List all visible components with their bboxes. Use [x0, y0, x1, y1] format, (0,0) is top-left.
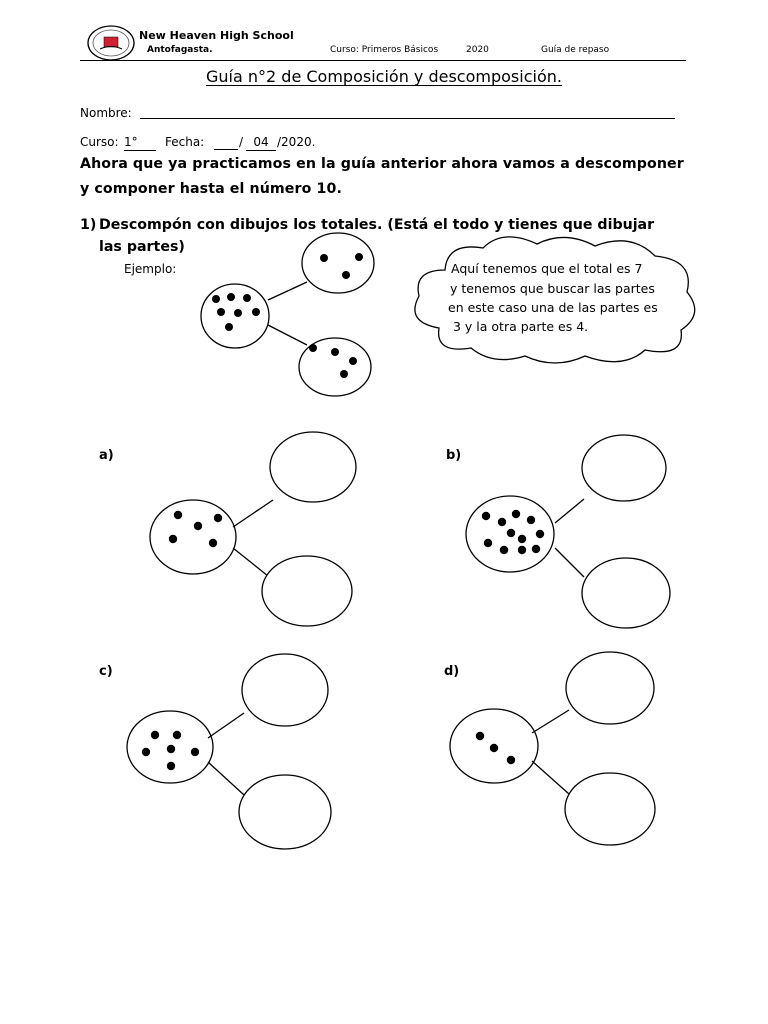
exercise-d-label: d): [444, 664, 460, 679]
page-title: Guía n°2 de Composición y descomposición.: [206, 67, 562, 86]
curso-label: Curso:: [80, 135, 119, 149]
part-circle-top[interactable]: [582, 435, 666, 501]
fecha-month-field[interactable]: [246, 135, 276, 151]
cloud-line-1: Aquí tenemos que el total es 7: [451, 261, 643, 276]
part-circle-bottom[interactable]: [239, 775, 331, 849]
exercise-b-label: b): [446, 448, 462, 463]
fecha-label: Fecha:: [165, 135, 205, 149]
part-circle-top[interactable]: [242, 654, 328, 726]
question-line-2: las partes): [99, 239, 185, 255]
fecha-month: 04: [253, 135, 269, 149]
header-guide: Guía de repaso: [541, 45, 610, 55]
exercise-c-label: c): [99, 664, 113, 679]
exercise-b-diagram: [460, 433, 690, 633]
intro-line-1: Ahora que ya practicamos en la guía anterior ahora vamos a descomponer: [80, 156, 684, 172]
example-diagram: [195, 230, 405, 400]
exercise-d-diagram: [442, 648, 672, 853]
question-line-1: Descompón con dibujos los totales. (Está el todo y tienes que dibujar: [99, 217, 655, 233]
curso-field[interactable]: [124, 135, 156, 151]
nombre-label: Nombre:: [80, 106, 132, 120]
cloud-line-4: 3 y la otra parte es 4.: [453, 319, 589, 334]
nombre-field[interactable]: [140, 118, 675, 119]
school-logo: [86, 24, 136, 62]
header-course: Curso: Primeros Básicos: [330, 45, 439, 55]
part-circle-bottom[interactable]: [582, 558, 670, 628]
question-number: 1): [80, 217, 97, 233]
cloud-line-2: y tenemos que buscar las partes: [450, 281, 655, 296]
fecha-day-field[interactable]: [214, 149, 238, 150]
part-circle-bottom[interactable]: [262, 556, 352, 626]
exercise-c-diagram: [122, 650, 352, 855]
school-name: New Heaven High School: [139, 29, 294, 42]
header-divider: [80, 60, 686, 61]
header-year: 2020: [466, 45, 489, 55]
part-circle-bottom[interactable]: [565, 773, 655, 845]
school-city: Antofagasta.: [147, 45, 213, 55]
exercise-a-diagram: [145, 430, 375, 630]
example-label: Ejemplo:: [124, 262, 177, 276]
exercise-a-label: a): [99, 448, 114, 463]
fecha-year: /2020.: [277, 135, 316, 149]
part-circle-top[interactable]: [270, 432, 356, 502]
part-circle-top[interactable]: [566, 652, 654, 724]
explanation-cloud: [405, 230, 705, 368]
curso-value: 1°: [124, 135, 138, 149]
intro-line-2: y componer hasta el número 10.: [80, 181, 342, 197]
cloud-line-3: en este caso una de las partes es: [448, 300, 658, 315]
